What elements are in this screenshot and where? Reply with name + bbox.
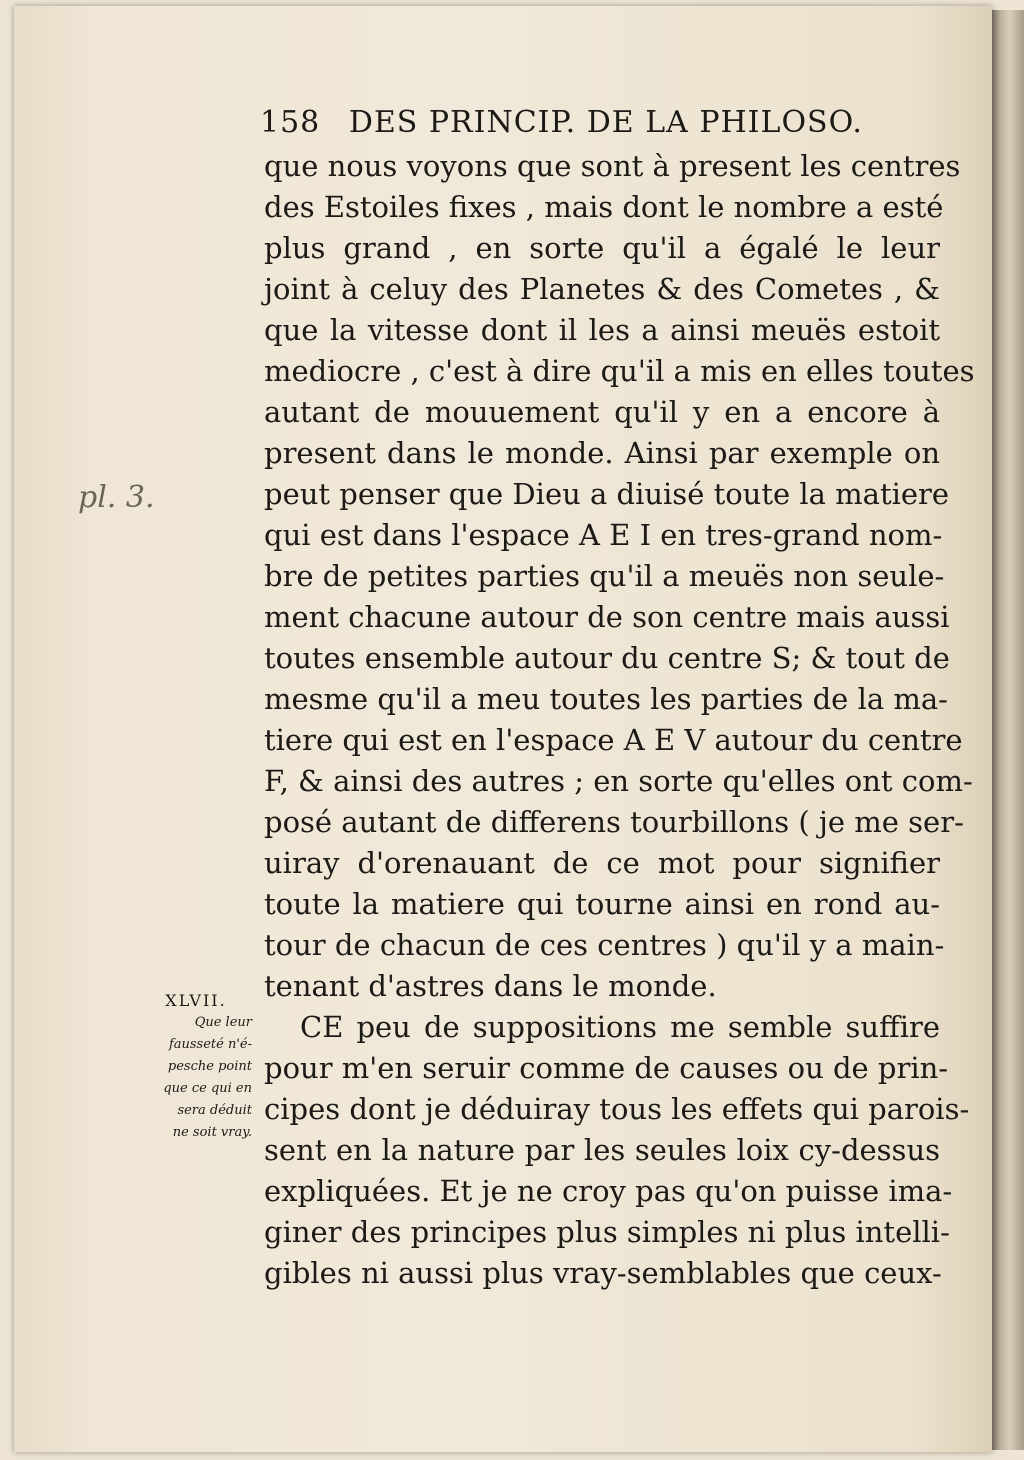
text-line: present dans le monde. Ainsi par exemple on <box>264 436 940 470</box>
text-line: bre de petites parties qu'il a meuës non seule- <box>264 559 945 593</box>
text-line: que la vitesse dont il les a ainsi meuës estoit <box>264 313 940 347</box>
text-line: ment chacune autour de son centre mais aussi <box>264 600 950 634</box>
margin-gloss-line: pesche point <box>167 1059 252 1074</box>
text-line: expliquées. Et je ne croy pas qu'on puisse ima- <box>264 1174 953 1208</box>
text-line: que nous voyons que sont à present les centres <box>264 149 961 183</box>
article-number: XLVII. <box>165 991 227 1010</box>
text-line: posé autant de differens tourbillons ( je me ser- <box>264 805 964 839</box>
text-line: mesme qu'il a meu toutes les parties de la ma- <box>264 682 948 716</box>
text-line: mediocre , c'est à dire qu'il a mis en elles toutes <box>264 354 975 388</box>
margin-note <box>140 990 252 1144</box>
text-line: tour de chacun de ces centres ) qu'il y a main- <box>264 928 945 962</box>
margin-gloss-line: que ce qui en <box>163 1081 252 1096</box>
text-line: autant de mouuement qu'il y en a encore à <box>264 395 940 429</box>
margin-gloss-line: Que leur <box>194 1015 252 1030</box>
body-text <box>264 146 975 1294</box>
text-line: toutes ensemble autour du centre S; & tout de <box>264 641 950 675</box>
running-head <box>260 100 940 146</box>
text-line: toute la matiere qui tourne ainsi en rond au- <box>264 887 940 921</box>
text-line: pour m'en seruir comme de causes ou de prin- <box>264 1051 949 1085</box>
text-line: uiray d'orenauant de ce mot pour signifier <box>264 846 940 880</box>
running-title: DES PRINCIP. DE LA PHILOSO. <box>348 105 863 140</box>
text-line: F, & ainsi des autres ; en sorte qu'elles ont com- <box>264 764 973 798</box>
page-number: 158 <box>260 105 321 140</box>
text-line: CE peu de suppositions me semble suffire <box>300 1010 940 1044</box>
text-line: plus grand , en sorte qu'il a égalé le leur <box>264 231 940 265</box>
text-line: qui est dans l'espace A E I en tres-grand nom- <box>264 518 943 552</box>
text-line: des Estoiles fixes , mais dont le nombre a esté <box>264 190 944 224</box>
text-line: gibles ni aussi plus vray-semblables que ceux- <box>264 1256 942 1290</box>
adjacent-page-edge <box>992 10 1024 1450</box>
text-line: tenant d'astres dans le monde. <box>264 969 717 1003</box>
margin-gloss-line: ne soit vray. <box>172 1125 252 1140</box>
margin-gloss-line: fausseté n'é- <box>168 1037 252 1052</box>
text-line: giner des principes plus simples ni plus intelli- <box>264 1215 950 1249</box>
text-line: cipes dont je déduiray tous les effets qui parois- <box>264 1092 970 1126</box>
margin-gloss-line: sera déduit <box>177 1103 252 1118</box>
text-line: tiere qui est en l'espace A E V autour du centre <box>264 723 963 757</box>
text-line: sent en la nature par les seules loix cy-dessus <box>264 1133 940 1167</box>
plate-reference-note: pl. 3. <box>78 480 155 515</box>
text-line: joint à celuy des Planetes & des Cometes , & <box>264 272 940 306</box>
text-line: peut penser que Dieu a diuisé toute la matiere <box>264 477 950 511</box>
